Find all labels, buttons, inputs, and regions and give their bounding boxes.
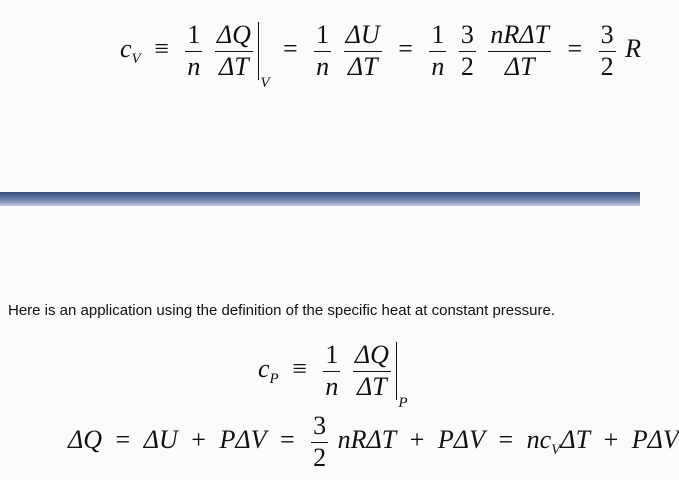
eq-operator: = <box>283 34 298 64</box>
denominator: ΔT <box>504 52 535 82</box>
eq-symbol: ΔQ <box>68 425 103 455</box>
fraction <box>344 22 382 80</box>
evaluation-bar <box>396 342 397 400</box>
denominator: ΔT <box>347 52 378 82</box>
evaluation-bar <box>258 22 259 80</box>
denominator: 2 <box>460 52 474 82</box>
numerator: 1 <box>316 20 330 49</box>
fraction <box>185 22 202 80</box>
eq-operator: + <box>603 425 619 455</box>
eq-operator: = <box>498 425 514 455</box>
eq-symbol: ΔT <box>560 425 591 455</box>
fraction <box>314 22 331 80</box>
denominator: n <box>431 52 445 82</box>
equation-cv <box>120 22 641 92</box>
eq-symbol: PΔV <box>631 425 679 455</box>
eq-symbol: nRΔT <box>337 425 397 455</box>
eq-operator: = <box>115 425 131 455</box>
denominator: ΔT <box>357 372 387 402</box>
numerator: ΔQ <box>216 20 251 49</box>
eq-operator: = <box>398 34 413 64</box>
eq-operator: = <box>567 34 583 64</box>
equation-dq <box>68 413 679 471</box>
numerator: 3 <box>600 20 614 49</box>
fraction <box>353 342 391 400</box>
numerator: ΔU <box>345 20 380 49</box>
denominator: n <box>316 52 330 82</box>
fraction <box>429 22 446 80</box>
denominator: ΔT <box>219 52 249 82</box>
eq-operator: + <box>409 425 425 455</box>
numerator: ΔQ <box>354 340 389 369</box>
denominator: 2 <box>313 443 327 473</box>
section-divider <box>0 192 640 206</box>
eq-symbol: c <box>539 425 552 455</box>
denominator: n <box>325 372 339 402</box>
eq-symbol: ΔU <box>143 425 178 455</box>
eq-subscript: P <box>269 371 279 388</box>
eq-subscript: V <box>260 75 270 92</box>
eq-symbol: n <box>526 425 540 455</box>
numerator: 3 <box>460 20 474 49</box>
eq-subscript: V <box>131 51 141 68</box>
eq-symbol: R <box>625 34 642 64</box>
eq-operator: ≡ <box>292 354 307 384</box>
numerator: nRΔT <box>490 20 549 49</box>
fraction <box>311 413 328 471</box>
denominator: 2 <box>600 52 614 82</box>
numerator: 1 <box>431 20 445 49</box>
fraction <box>488 22 551 80</box>
numerator: 3 <box>313 411 327 440</box>
eq-operator: = <box>279 425 295 455</box>
fraction <box>459 22 476 80</box>
body-text: Here is an application using the definition of the specific heat at constant pressure. <box>8 302 555 319</box>
eq-symbol: PΔV <box>437 425 485 455</box>
numerator: 1 <box>325 340 339 369</box>
eq-operator: + <box>191 425 206 455</box>
denominator: n <box>187 52 201 82</box>
fraction <box>599 22 616 80</box>
eq-operator: ≡ <box>154 34 169 64</box>
fraction <box>323 342 340 400</box>
eq-symbol: PΔV <box>219 425 267 455</box>
fraction <box>215 22 253 80</box>
equation-cp <box>258 342 408 412</box>
eq-subscript: P <box>398 395 408 412</box>
eq-symbol: c <box>120 34 132 64</box>
eq-symbol: c <box>258 354 270 384</box>
numerator: 1 <box>187 20 201 49</box>
eq-subscript: V <box>551 442 561 459</box>
